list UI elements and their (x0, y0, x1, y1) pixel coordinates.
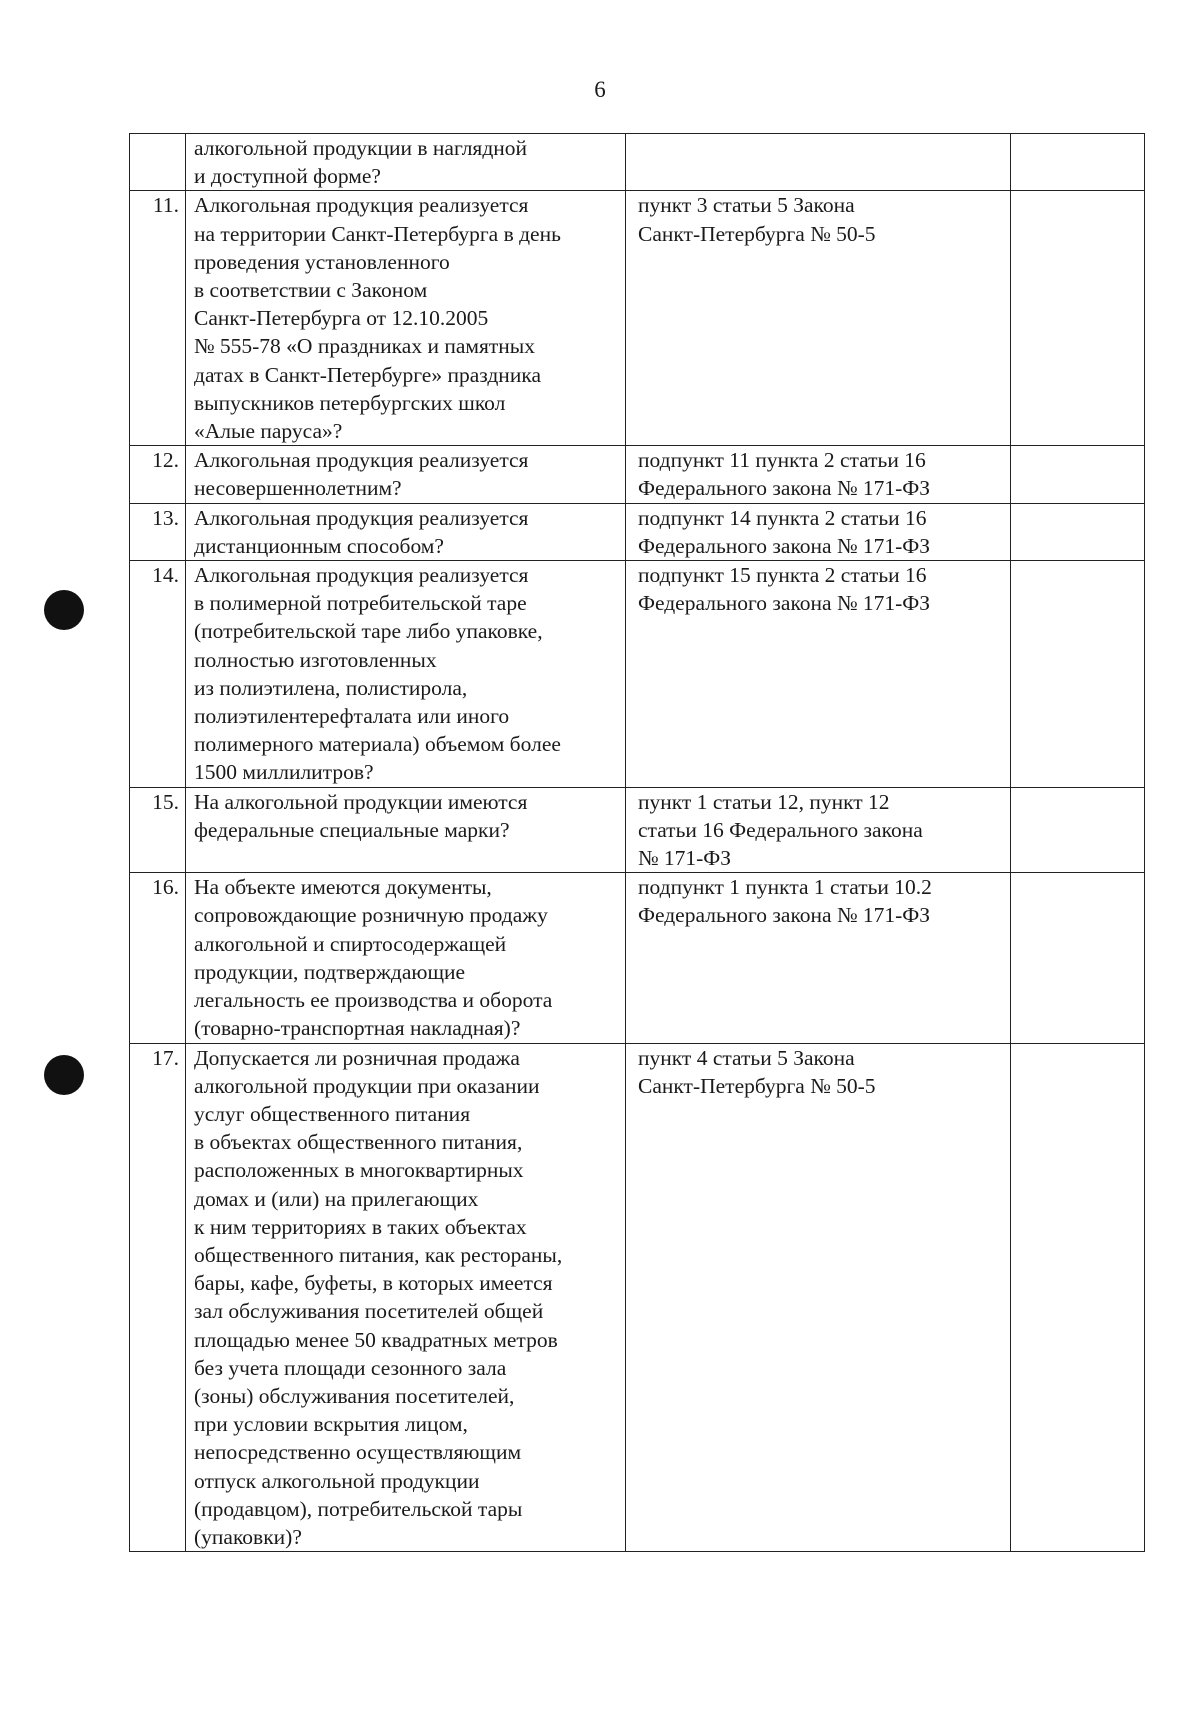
question-line: Допускается ли розничная продажа (194, 1045, 520, 1070)
question-line: продукции, подтверждающие (194, 959, 466, 984)
question-line: 1500 миллилитров? (194, 760, 374, 785)
page-number: 6 (594, 77, 606, 102)
reference-line: Санкт-Петербурга № 50-5 (638, 1073, 876, 1098)
question-line: алкогольной и спиртосодержащей (194, 931, 507, 956)
question-line: в объектах общественного питания, (194, 1130, 523, 1155)
table-row (130, 787, 1145, 873)
question-cell (186, 787, 626, 873)
question-line: сопровождающие розничную продажу (194, 903, 548, 928)
reference-line: подпункт 11 пункта 2 статьи 16 (638, 448, 926, 473)
question-line: (зоны) обслуживания посетителей, (194, 1383, 515, 1408)
row-number: 12. (130, 446, 186, 503)
answer-cell[interactable] (1011, 503, 1145, 560)
question-line: алкогольной продукции при оказании (194, 1073, 540, 1098)
reference-line: Федерального закона № 171-ФЗ (638, 476, 931, 501)
question-line: Алкогольная продукция реализуется (194, 193, 529, 218)
reference-line: подпункт 15 пункта 2 статьи 16 (638, 563, 927, 588)
question-cell (186, 446, 626, 503)
row-number: 15. (130, 787, 186, 873)
question-line: На объекте имеются документы, (194, 875, 492, 900)
question-cell (186, 134, 626, 191)
question-line: федеральные специальные марки? (194, 817, 510, 842)
answer-cell[interactable] (1011, 1043, 1145, 1552)
question-line: Алкогольная продукция реализуется (194, 505, 529, 530)
table-row (130, 1043, 1145, 1552)
question-line: Алкогольная продукция реализуется (194, 448, 529, 473)
row-number: 11. (130, 191, 186, 446)
question-line: полностью изготовленных (194, 647, 437, 672)
reference-cell (626, 561, 1011, 788)
question-line: площадью менее 50 квадратных метров (194, 1327, 558, 1352)
table-row (130, 134, 1145, 191)
reference-cell (626, 446, 1011, 503)
question-line: полиэтилентерефталата или иного (194, 704, 510, 729)
question-line: Алкогольная продукция реализуется (194, 563, 529, 588)
question-line: «Алые паруса»? (194, 419, 343, 444)
question-line: На алкогольной продукции имеются (194, 789, 528, 814)
row-number: 17. (130, 1043, 186, 1552)
checklist-rows (130, 134, 1145, 1552)
question-line: зал обслуживания посетителей общей (194, 1299, 544, 1324)
reference-cell (626, 503, 1011, 560)
reference-line: Санкт-Петербурга № 50-5 (638, 221, 876, 246)
question-line: в полимерной потребительской таре (194, 591, 527, 616)
question-line: услуг общественного питания (194, 1101, 471, 1126)
question-cell (186, 873, 626, 1043)
answer-cell[interactable] (1011, 134, 1145, 191)
reference-cell (626, 873, 1011, 1043)
question-line: непосредственно осуществляющим (194, 1440, 522, 1465)
table-row (130, 873, 1145, 1043)
answer-cell[interactable] (1011, 873, 1145, 1043)
question-line: легальность ее производства и оборота (194, 988, 553, 1013)
question-line: из полиэтилена, полистирола, (194, 675, 468, 700)
question-line: (упаковки)? (194, 1524, 302, 1549)
reference-line: Федерального закона № 171-ФЗ (638, 903, 931, 928)
question-line: датах в Санкт-Петербурге» праздника (194, 362, 541, 387)
answer-cell[interactable] (1011, 191, 1145, 446)
question-line: к ним территориях в таких объектах (194, 1214, 527, 1239)
question-line: дистанционным способом? (194, 533, 444, 558)
answer-cell[interactable] (1011, 787, 1145, 873)
question-line: Санкт-Петербурга от 12.10.2005 (194, 306, 489, 331)
question-cell (186, 561, 626, 788)
question-line: (продавцом), потребительской тары (194, 1496, 523, 1521)
reference-line: № 171-ФЗ (638, 846, 732, 871)
table-row (130, 191, 1145, 446)
reference-line: пункт 4 статьи 5 Закона (638, 1045, 855, 1070)
reference-cell (626, 1043, 1011, 1552)
table-row (130, 561, 1145, 788)
table-row (130, 446, 1145, 503)
answer-cell[interactable] (1011, 561, 1145, 788)
reference-line: Федерального закона № 171-ФЗ (638, 533, 931, 558)
reference-cell (626, 134, 1011, 191)
reference-line: подпункт 1 пункта 1 статьи 10.2 (638, 875, 932, 900)
question-line: полимерного материала) объемом более (194, 732, 561, 757)
reference-line: пункт 1 статьи 12, пункт 12 (638, 789, 890, 814)
row-number (130, 134, 186, 191)
punch-hole (44, 590, 84, 630)
question-line: бары, кафе, буфеты, в которых имеется (194, 1271, 553, 1296)
row-number: 16. (130, 873, 186, 1043)
row-number: 14. (130, 561, 186, 788)
question-line: без учета площади сезонного зала (194, 1355, 507, 1380)
question-line: выпускников петербургских школ (194, 390, 506, 415)
question-line: отпуск алкогольной продукции (194, 1468, 480, 1493)
row-number: 13. (130, 503, 186, 560)
question-cell (186, 1043, 626, 1552)
question-cell (186, 191, 626, 446)
reference-cell (626, 191, 1011, 446)
reference-line: Федерального закона № 171-ФЗ (638, 591, 931, 616)
reference-line: пункт 3 статьи 5 Закона (638, 193, 855, 218)
question-line: общественного питания, как рестораны, (194, 1242, 563, 1267)
question-line: (потребительской таре либо упаковке, (194, 619, 543, 644)
reference-cell (626, 787, 1011, 873)
checklist-table (129, 133, 1145, 1552)
question-line: на территории Санкт-Петербурга в день (194, 221, 561, 246)
question-line: несовершеннолетним? (194, 476, 402, 501)
question-line: и доступной форме? (194, 164, 381, 189)
question-line: расположенных в многоквартирных (194, 1158, 524, 1183)
question-line: (товарно-транспортная накладная)? (194, 1016, 521, 1041)
table-row (130, 503, 1145, 560)
question-cell (186, 503, 626, 560)
answer-cell[interactable] (1011, 446, 1145, 503)
question-line: проведения установленного (194, 249, 450, 274)
question-line: домах и (или) на прилегающих (194, 1186, 479, 1211)
punch-hole (44, 1055, 84, 1095)
question-line: при условии вскрытия лицом, (194, 1412, 468, 1437)
reference-line: подпункт 14 пункта 2 статьи 16 (638, 505, 927, 530)
question-line: алкогольной продукции в наглядной (194, 136, 528, 160)
reference-line: статьи 16 Федерального закона (638, 817, 923, 842)
question-line: № 555-78 «О праздниках и памятных (194, 334, 535, 359)
question-line: в соответствии с Законом (194, 278, 428, 303)
